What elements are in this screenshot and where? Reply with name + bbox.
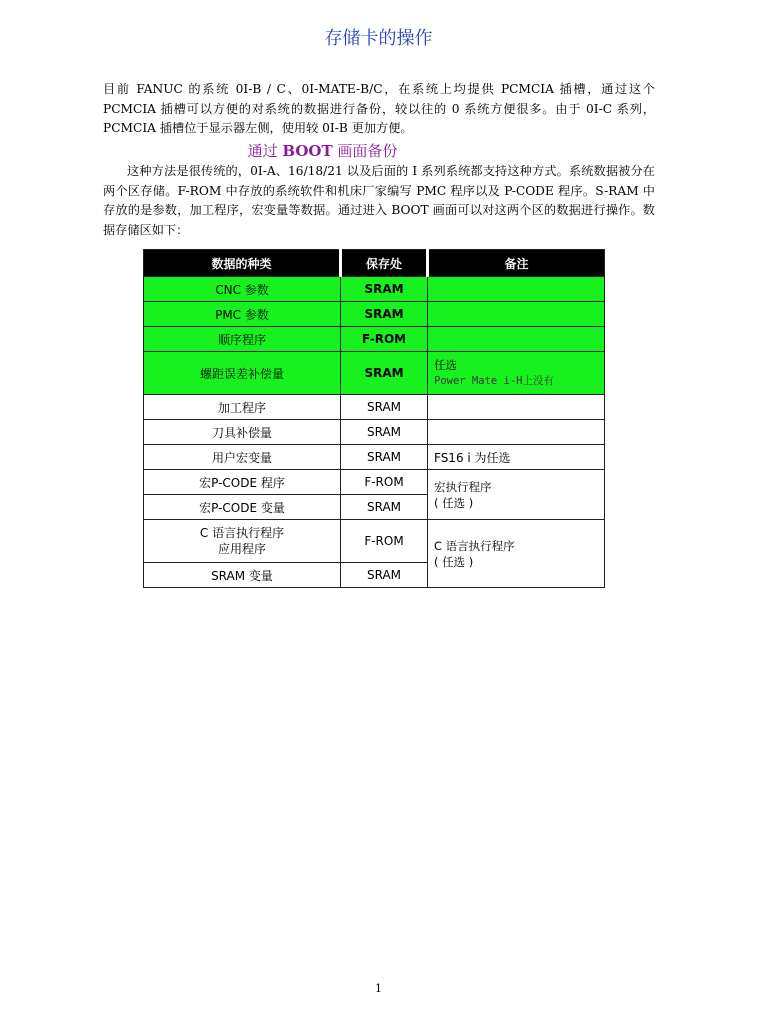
cell-store: SRAM [341, 395, 428, 420]
table-row [144, 302, 605, 327]
cell-note [428, 302, 605, 327]
section-heading-prefix: 通过 [247, 142, 283, 160]
cell-note [428, 352, 605, 395]
cell-note [428, 395, 605, 420]
cell-store: SRAM [341, 352, 428, 395]
cell-store: F-ROM [341, 327, 428, 352]
table-header-row [144, 250, 605, 277]
cell-note [428, 277, 605, 302]
cell-type: 刀具补偿量 [144, 420, 341, 445]
cell-store: SRAM [341, 420, 428, 445]
table-row [144, 277, 605, 302]
cell-store: F-ROM [341, 470, 428, 495]
table-row [144, 445, 605, 470]
section-heading [0, 140, 645, 161]
page-number: 1 [375, 982, 382, 995]
cell-store: SRAM [341, 495, 428, 520]
data-storage-table [143, 249, 605, 588]
cell-note: FS16 i 为任选 [428, 445, 605, 470]
note-line-1: 宏执行程序 [434, 479, 492, 494]
cell-type: 用户宏变量 [144, 445, 341, 470]
section-paragraph: 这种方法是很传统的，0I-A、16/18/21 以及后面的 I 系列系统都支持这种方式。系统数据被分在两个区存储。F-ROM 中存放的系统软件和机床厂家编写 PMC 程序以及 P-CODE 程序。S-RAM 中存放的是参数，加工程序，宏变量等数据。通过进入 BOOT 画面可以对这两个区的数据进行操作。数据存储区如下： [103, 164, 655, 237]
note-line-2: ( 任选 ) [434, 495, 474, 510]
cell-type: 宏P-CODE 变量 [144, 495, 341, 520]
section-heading-suffix: 画面备份 [332, 142, 398, 160]
header-data-type: 数据的种类 [144, 250, 341, 277]
cell-type: 螺距误差补偿量 [144, 352, 341, 395]
table-row [144, 352, 605, 395]
cell-store: SRAM [341, 302, 428, 327]
intro-paragraph: 目前 FANUC 的系统 0I-B / C、0I-MATE-B/C，在系统上均提供 PCMCIA 插槽，通过这个 PCMCIA 插槽可以方便的对系统的数据进行备份，较以往的 0 系统方便很多。由于 0I-C 系列，PCMCIA 插槽位于显示器左侧，使用较 0I-B 更加方便。 [103, 82, 655, 135]
cell-type: 宏P-CODE 程序 [144, 470, 341, 495]
note-line-1: C 语言执行程序 [434, 538, 515, 553]
cell-type: SRAM 变量 [144, 563, 341, 588]
table-row [144, 395, 605, 420]
cell-store: SRAM [341, 277, 428, 302]
cell-type [144, 520, 341, 563]
cell-type: 顺序程序 [144, 327, 341, 352]
table-row [144, 520, 605, 563]
type-line-2: 应用程序 [217, 542, 266, 556]
note-line-1: 任选 [434, 358, 457, 372]
cell-note-merged [428, 470, 605, 520]
note-line-2: Power Mate i-H上没有 [434, 375, 555, 387]
table-row [144, 420, 605, 445]
note-line-2: ( 任选 ) [434, 554, 474, 569]
cell-store: F-ROM [341, 520, 428, 563]
type-line-1: C 语言执行程序 [199, 526, 285, 540]
cell-type: 加工程序 [144, 395, 341, 420]
cell-type: PMC 参数 [144, 302, 341, 327]
cell-note-merged [428, 520, 605, 588]
cell-note [428, 420, 605, 445]
cell-store: SRAM [341, 445, 428, 470]
table-row [144, 327, 605, 352]
page-title: 存储卡的操作 [324, 28, 433, 49]
table-row [144, 470, 605, 495]
header-notes: 备注 [428, 250, 605, 277]
cell-store: SRAM [341, 563, 428, 588]
cell-type: CNC 参数 [144, 277, 341, 302]
cell-note [428, 327, 605, 352]
section-heading-bold: BOOT [282, 142, 333, 160]
header-storage: 保存处 [341, 250, 428, 277]
